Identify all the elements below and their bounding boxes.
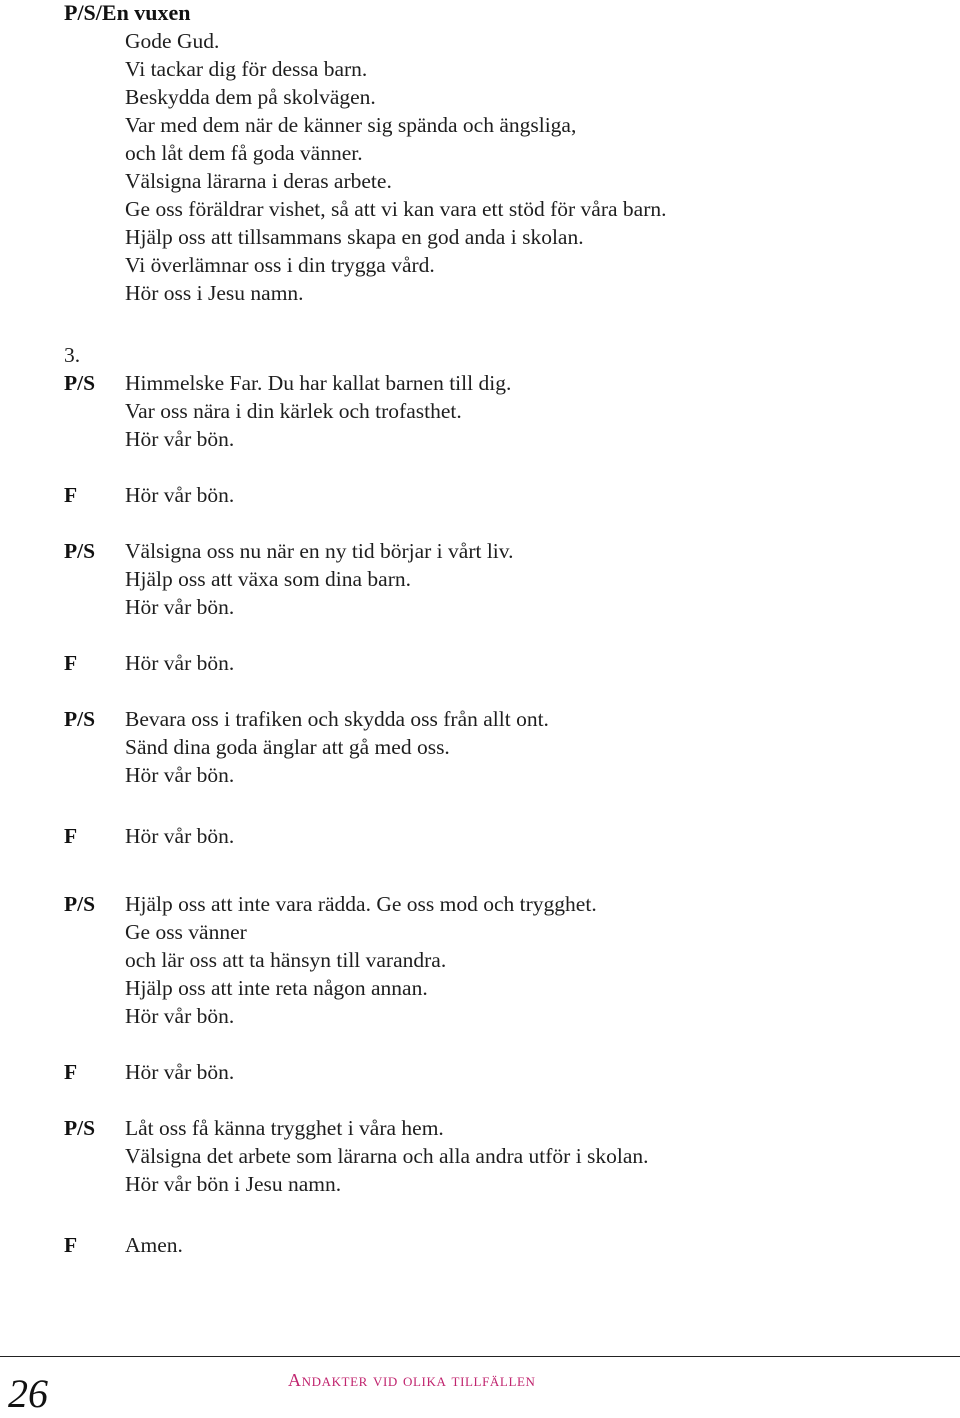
response-line: Hör vår bön. (125, 824, 235, 848)
prayer-line: Välsigna det arbete som lärarna och alla andra utför i skolan. (125, 1144, 649, 1168)
prayer-line: Hör vår bön i Jesu namn. (125, 1172, 342, 1196)
intro-line: Hjälp oss att tillsammans skapa en god anda i skolan. (125, 225, 584, 249)
prayer-line: Sänd dina goda änglar att gå med oss. (125, 735, 450, 759)
intro-line: Var med dem när de känner sig spända och ängsliga, (125, 113, 577, 137)
footer-divider (0, 1356, 960, 1357)
prayer-line: Hjälp oss att växa som dina barn. (125, 567, 412, 591)
speaker-label: P/S (64, 892, 96, 916)
prayer-line: Hör vår bön. (125, 595, 235, 619)
response-line: Amen. (125, 1233, 183, 1257)
response-line: Hör vår bön. (125, 1060, 235, 1084)
section-number: 3. (64, 343, 81, 367)
page-number: 26 (8, 1371, 48, 1416)
speaker-label: P/S (64, 371, 96, 395)
response-line: Hör vår bön. (125, 483, 235, 507)
speaker-label: F (64, 1233, 78, 1257)
prayer-line: Bevara oss i trafiken och skydda oss från allt ont. (125, 707, 549, 731)
intro-line: och låt dem få goda vänner. (125, 141, 363, 165)
prayer-line: Hjälp oss att inte reta någon annan. (125, 976, 428, 1000)
speaker-label: F (64, 483, 78, 507)
response-line: Hör vår bön. (125, 651, 235, 675)
intro-line: Vi överlämnar oss i din trygga vård. (125, 253, 435, 277)
speaker-label: P/S (64, 1116, 96, 1140)
intro-line: Välsigna lärarna i deras arbete. (125, 169, 392, 193)
intro-line: Beskydda dem på skolvägen. (125, 85, 376, 109)
section-heading: P/S/En vuxen (64, 0, 191, 25)
intro-line: Vi tackar dig för dessa barn. (125, 57, 368, 81)
running-footer-title: Andakter vid olika tillfällen (288, 1370, 536, 1390)
speaker-label: F (64, 651, 78, 675)
intro-line: Gode Gud. (125, 29, 220, 53)
speaker-label: F (64, 1060, 78, 1084)
prayer-line: Välsigna oss nu när en ny tid börjar i vårt liv. (125, 539, 514, 563)
prayer-line: Himmelske Far. Du har kallat barnen till dig. (125, 371, 512, 395)
prayer-line: Låt oss få känna trygghet i våra hem. (125, 1116, 444, 1140)
speaker-label: F (64, 824, 78, 848)
prayer-line: Hör vår bön. (125, 763, 235, 787)
prayer-line: Hjälp oss att inte vara rädda. Ge oss mod och trygghet. (125, 892, 597, 916)
prayer-line: Hör vår bön. (125, 1004, 235, 1028)
prayer-line: och lär oss att ta hänsyn till varandra. (125, 948, 447, 972)
intro-line: Ge oss föräldrar vishet, så att vi kan vara ett stöd för våra barn. (125, 197, 667, 221)
prayer-line: Ge oss vänner (125, 920, 247, 944)
prayer-line: Var oss nära i din kärlek och trofasthet. (125, 399, 462, 423)
speaker-label: P/S (64, 539, 96, 563)
prayer-line: Hör vår bön. (125, 427, 235, 451)
intro-line: Hör oss i Jesu namn. (125, 281, 304, 305)
speaker-label: P/S (64, 707, 96, 731)
